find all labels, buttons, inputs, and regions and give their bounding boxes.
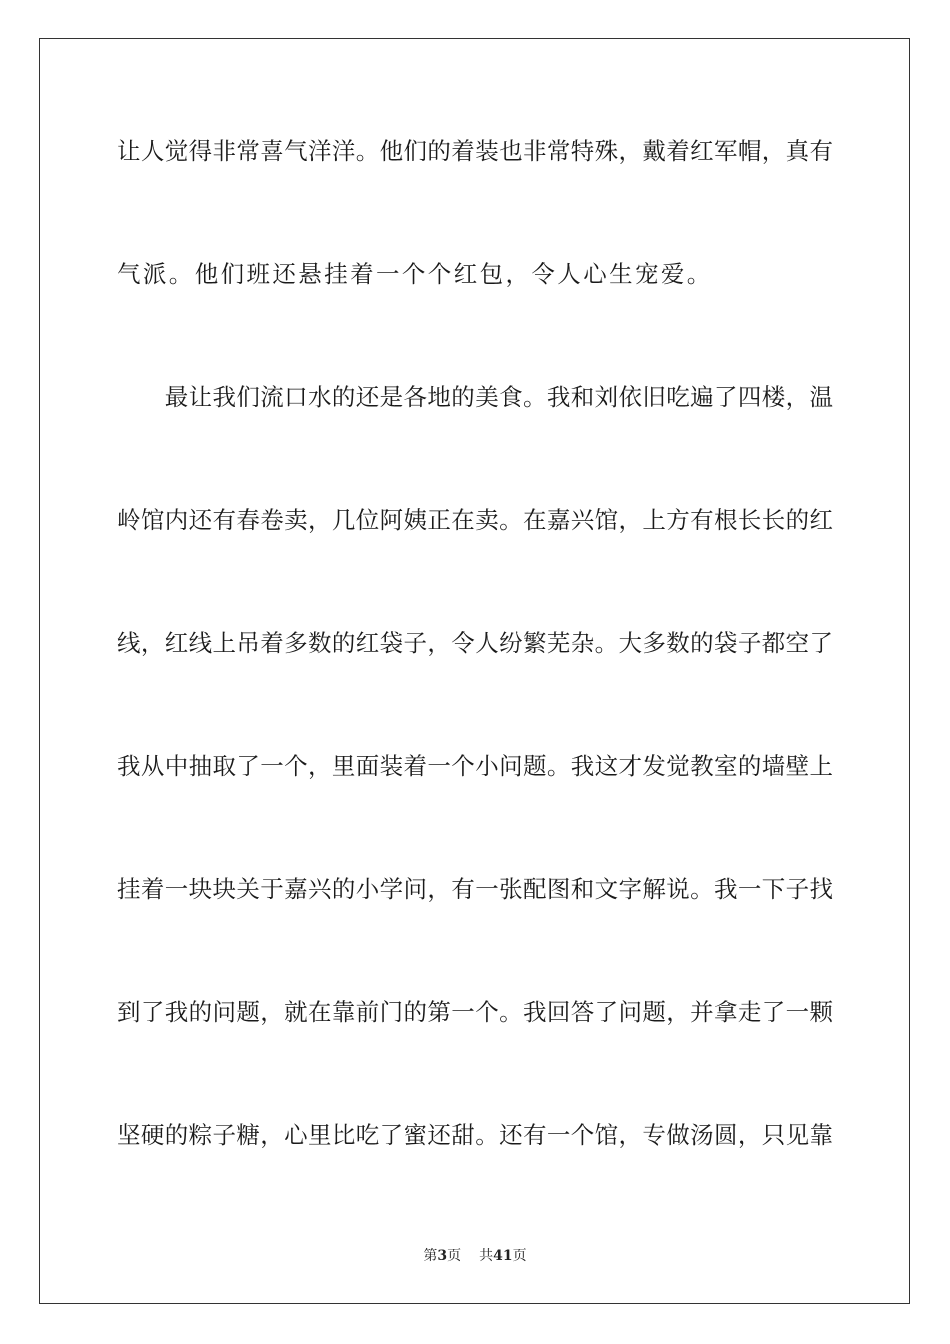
- text-line-9: 坚硬的粽子糖，心里比吃了蜜还甜。还有一个馆，专做汤圆，只见靠: [117, 1121, 833, 1149]
- total-suffix: 页: [512, 1248, 527, 1264]
- text-line-5: 线，红线上吊着多数的红袋子，令人纷繁芜杂。大多数的袋子都空了: [117, 629, 833, 657]
- page-prefix: 第: [423, 1248, 438, 1264]
- total-prefix: 共: [479, 1248, 494, 1264]
- page-footer: [0, 1246, 950, 1266]
- total-pages: 41: [493, 1248, 513, 1264]
- text-line-1: 让人觉得非常喜气洋洋。他们的着装也非常特殊，戴着红军帽，真有: [117, 137, 833, 165]
- text-line-8: 到了我的问题，就在靠前门的第一个。我回答了问题，并拿走了一颗: [117, 998, 833, 1026]
- page-number: 3: [437, 1248, 448, 1264]
- text-line-7: 挂着一块块关于嘉兴的小学问，有一张配图和文字解说。我一下子找: [117, 875, 833, 903]
- text-line-2: 气派。他们班还悬挂着一个个红包，令人心生宠爱。: [117, 260, 713, 288]
- text-line-3: 最让我们流口水的还是各地的美食。我和刘依旧吃遍了四楼，温: [117, 383, 833, 411]
- text-line-4: 岭馆内还有春卷卖，几位阿姨正在卖。在嘉兴馆，上方有根长长的红: [117, 506, 833, 534]
- text-line-6: 我从中抽取了一个，里面装着一个小问题。我这才发觉教室的墙壁上: [117, 752, 833, 780]
- page-suffix: 页: [447, 1248, 462, 1264]
